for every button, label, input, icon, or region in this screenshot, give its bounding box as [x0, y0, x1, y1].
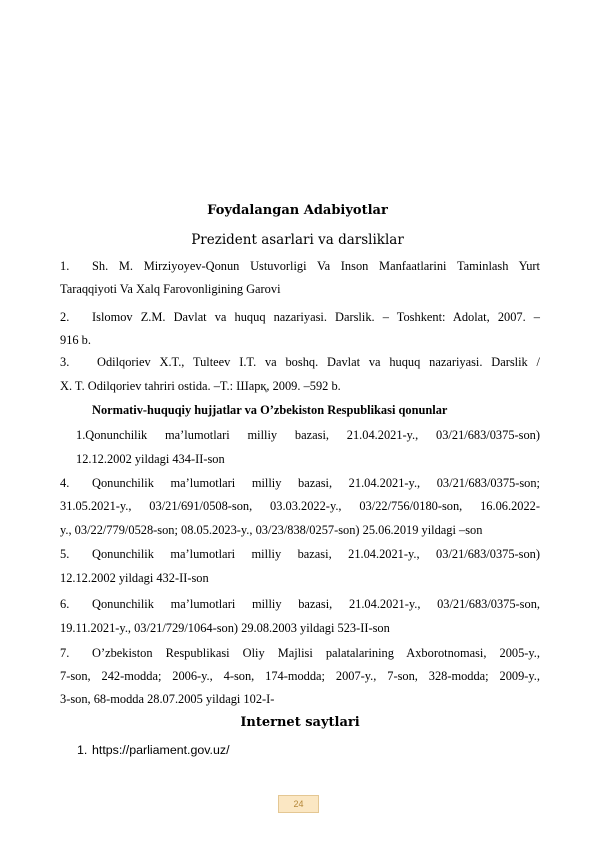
ref-number: 4.: [60, 476, 70, 490]
ref-text: Qonunchilik ma’lumotlari milliy bazasi, 21.04.2021-y., 03/21/683/0375-son): [92, 547, 540, 561]
ref-text: 7-son, 242-modda; 2006-y., 4-son, 174-modda; 2007-y., 7-son, 328-modda; 2009-y.,: [60, 669, 540, 683]
ref-number: 5.: [60, 547, 70, 561]
ref-text: Odilqoriev X.T., Tulteev I.T. va boshq. Davlat va huquq nazariyasi. Darslik /: [97, 355, 540, 369]
section-heading-president-works: Prezident asarlari va darsliklar: [191, 232, 404, 248]
ref-number: 3.: [60, 355, 70, 369]
ref-number: 6.: [60, 597, 70, 611]
website-link[interactable]: https://parliament.gov.uz/: [92, 743, 230, 757]
ref-number: 1.: [77, 743, 88, 757]
ref-text: y., 03/22/779/0528-son; 08.05.2023-y., 03/23/838/0257-son) 25.06.2019 yildagi –son: [60, 523, 483, 537]
ref-text: 1.Qonunchilik ma’lumotlari milliy bazasi, 21.04.2021-y., 03/21/683/0375-son): [76, 428, 540, 442]
section-heading-normative-acts: Normativ-huquqiy hujjatlar va O’zbekiston Respublikasi qonunlar: [92, 403, 448, 417]
ref-number: 2.: [60, 310, 70, 324]
ref-text: Qonunchilik ma’lumotlari milliy bazasi, 21.04.2021-y., 03/21/683/0375-son,: [92, 597, 540, 611]
ref-text: 3-son, 68-modda 28.07.2005 yildagi 102-I-: [60, 692, 275, 706]
ref-text: O’zbekiston Respublikasi Oliy Majlisi palatalarining Axborotnomasi, 2005-y.,: [92, 646, 540, 660]
ref-text: Sh. M. Mirziyoyev-Qonun Ustuvorligi Va Inson Manfaatlarini Taminlash Yurt: [92, 259, 540, 273]
ref-text: Islomov Z.M. Davlat va huquq nazariyasi. Darslik. – Toshkent: Adolat, 2007. –: [92, 310, 540, 324]
ref-text: 19.11.2021-y., 03/21/729/1064-son) 29.08.2003 yildagi 523-II-son: [60, 621, 390, 635]
ref-text: Taraqqiyoti Va Xalq Farovonligining Garovi: [60, 282, 281, 296]
ref-text: X. T. Odilqoriev tahriri ostida. –T.: Шарқ, 2009. –592 b.: [60, 379, 341, 393]
ref-text: 31.05.2021-y., 03/21/691/0508-son, 03.03.2022-y., 03/22/756/0180-son, 16.06.2022-: [60, 499, 540, 513]
page-number-badge: 24: [278, 795, 319, 813]
ref-number: 1.: [60, 259, 70, 273]
ref-text: 12.12.2002 yildagi 432-II-son: [60, 571, 209, 585]
ref-number: 7.: [60, 646, 70, 660]
ref-text: 12.12.2002 yildagi 434-II-son: [76, 452, 225, 466]
section-heading-websites: Internet saytlari: [240, 715, 360, 730]
ref-text: 916 b.: [60, 333, 91, 347]
ref-text: Qonunchilik ma’lumotlari milliy bazasi, 21.04.2021-y., 03/21/683/0375-son;: [92, 476, 540, 490]
page-title: Foydalangan Adabiyotlar: [207, 203, 388, 218]
